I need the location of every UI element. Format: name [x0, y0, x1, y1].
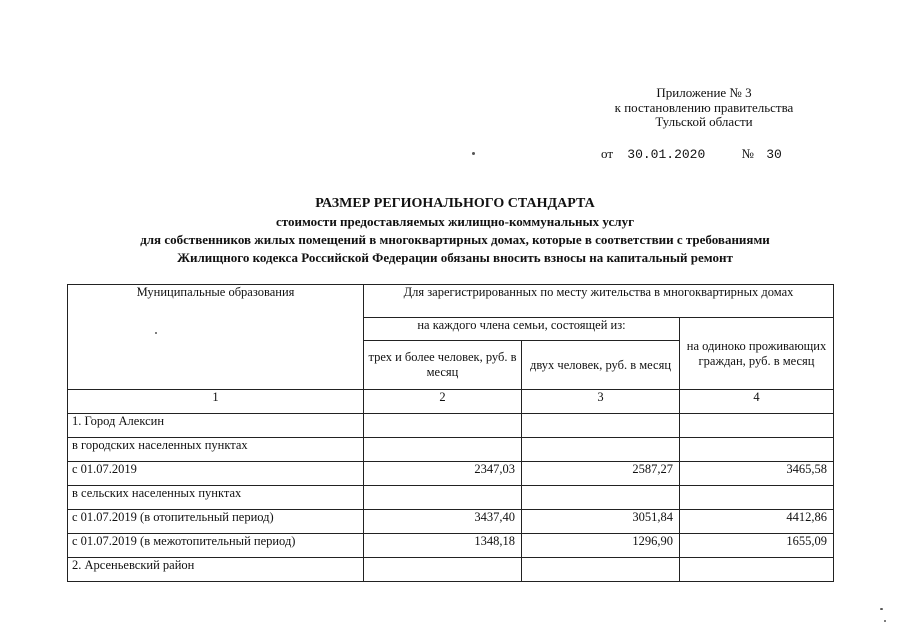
- annex-reference: к постановлению правительства: [614, 99, 794, 115]
- value-three-more: 2347,03: [364, 462, 522, 486]
- header-municipal: Муниципальные образования: [68, 285, 364, 390]
- title-line-1: РАЗМЕР РЕГИОНАЛЬНОГО СТАНДАРТА: [315, 196, 595, 211]
- annex-title: Приложение № 3: [656, 85, 752, 100]
- value-single: [680, 558, 834, 582]
- row-label: с 01.07.2019 (в межотопительный период): [68, 534, 364, 558]
- decree-number-label: №: [741, 146, 754, 161]
- document-title: [60, 195, 850, 267]
- column-number: 3: [522, 390, 680, 414]
- decree-number: 30: [766, 147, 782, 162]
- scan-speck: [155, 332, 157, 334]
- row-label: 1. Город Алексин: [68, 414, 364, 438]
- column-number: 2: [364, 390, 522, 414]
- table-row: [68, 510, 834, 534]
- standard-table: [67, 284, 834, 582]
- scan-speck: [880, 608, 883, 610]
- scan-speck: [884, 620, 886, 622]
- annex-header: [580, 86, 828, 130]
- value-two: [522, 558, 680, 582]
- row-label: с 01.07.2019: [68, 462, 364, 486]
- value-two: 1296,90: [522, 534, 680, 558]
- decree-line: [601, 146, 782, 162]
- value-single: [680, 486, 834, 510]
- row-label: в городских населенных пунктах: [68, 438, 364, 462]
- title-line-2: стоимости предоставляемых жилищно-коммунальных услуг: [276, 214, 634, 229]
- value-three-more: [364, 438, 522, 462]
- value-single: 1655,09: [680, 534, 834, 558]
- table-row: [68, 462, 834, 486]
- decree-from-label: от: [601, 146, 614, 161]
- value-two: [522, 438, 680, 462]
- header-single: на одиноко проживающих граждан, руб. в месяц: [680, 318, 834, 390]
- value-single: 4412,86: [680, 510, 834, 534]
- table-row: [68, 414, 834, 438]
- value-two: 2587,27: [522, 462, 680, 486]
- value-two: 3051,84: [522, 510, 680, 534]
- column-number: 1: [68, 390, 364, 414]
- table-row: [68, 558, 834, 582]
- header-per-member: на каждого члена семьи, состоящей из:: [364, 318, 680, 341]
- value-single: [680, 414, 834, 438]
- value-three-more: [364, 486, 522, 510]
- scan-speck: [472, 152, 475, 155]
- row-label: в сельских населенных пунктах: [68, 486, 364, 510]
- value-single: [680, 438, 834, 462]
- table-row: [68, 486, 834, 510]
- row-label: 2. Арсеньевский район: [68, 558, 364, 582]
- header-registered: Для зарегистрированных по месту жительства в многоквартирных домах: [364, 285, 834, 318]
- column-number-row: [68, 390, 834, 414]
- value-three-more: [364, 558, 522, 582]
- title-line-4: Жилищного кодекса Российской Федерации обязаны вносить взносы на капитальный ремонт: [177, 250, 733, 265]
- header-three-more: трех и более человек, руб. в месяц: [364, 341, 522, 390]
- header-two: двух человек, руб. в месяц: [522, 341, 680, 390]
- table-row: [68, 534, 834, 558]
- value-single: 3465,58: [680, 462, 834, 486]
- value-two: [522, 486, 680, 510]
- column-number: 4: [680, 390, 834, 414]
- title-line-3: для собственников жилых помещений в многоквартирных домах, которые в соответствии с требованиями: [140, 232, 770, 247]
- row-label: с 01.07.2019 (в отопительный период): [68, 510, 364, 534]
- table-row: [68, 438, 834, 462]
- value-three-more: 1348,18: [364, 534, 522, 558]
- annex-region: Тульской области: [655, 114, 753, 129]
- value-two: [522, 414, 680, 438]
- value-three-more: 3437,40: [364, 510, 522, 534]
- decree-date: 30.01.2020: [627, 147, 706, 162]
- value-three-more: [364, 414, 522, 438]
